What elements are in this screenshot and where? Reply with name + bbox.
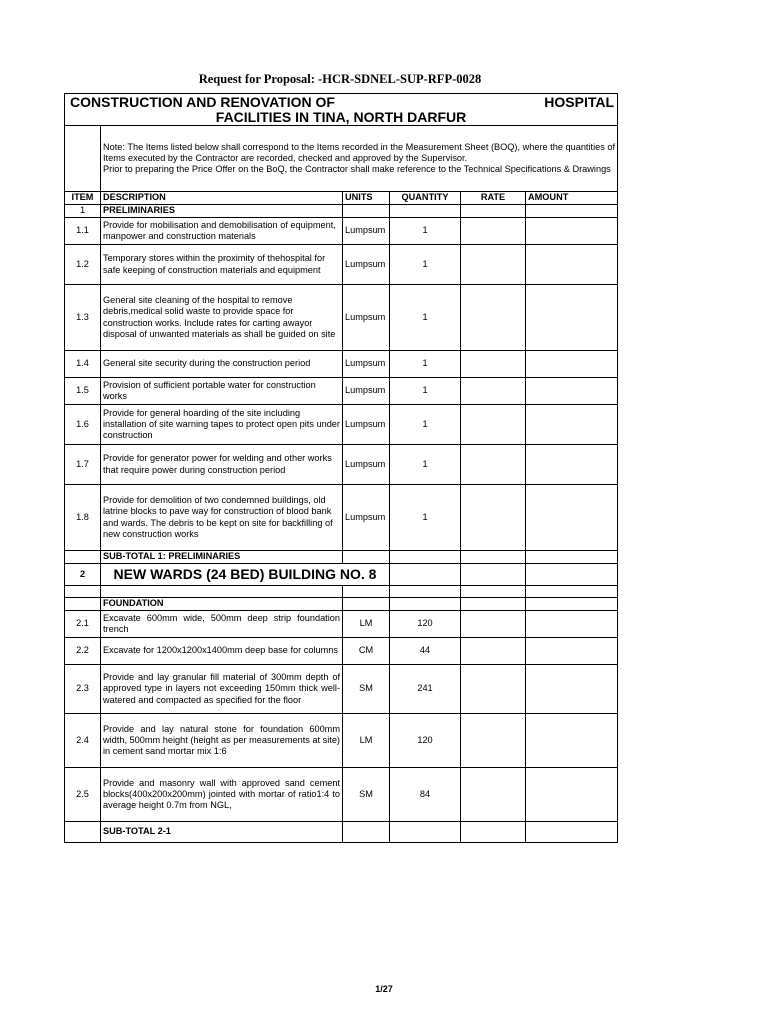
item-units: SM bbox=[343, 665, 390, 714]
subheading-row bbox=[65, 598, 618, 611]
item-units: Lumpsum bbox=[343, 245, 390, 285]
item-description: Provide for general hoarding of the site including installation of site warning tapes to protect open pits under construction bbox=[101, 405, 343, 445]
item-quantity: 120 bbox=[390, 611, 461, 638]
bill-of-quantities-table bbox=[64, 93, 618, 843]
item-number: 1.3 bbox=[65, 285, 101, 351]
item-rate bbox=[461, 485, 526, 551]
section-header-row bbox=[65, 564, 618, 586]
item-rate bbox=[461, 638, 526, 665]
item-number: 1.6 bbox=[65, 405, 101, 445]
item-amount bbox=[526, 378, 618, 405]
item-number: 1.7 bbox=[65, 445, 101, 485]
item-rate bbox=[461, 245, 526, 285]
item-units: LM bbox=[343, 611, 390, 638]
table-row bbox=[65, 768, 618, 822]
col-header-description: DESCRIPTION bbox=[101, 192, 343, 205]
item-number: 1.4 bbox=[65, 351, 101, 378]
item-description: Provide for generator power for welding and other works that require power during construction period bbox=[101, 445, 343, 485]
item-units: Lumpsum bbox=[343, 218, 390, 245]
item-amount bbox=[526, 485, 618, 551]
item-units: Lumpsum bbox=[343, 378, 390, 405]
item-quantity: 1 bbox=[390, 245, 461, 285]
item-quantity: 241 bbox=[390, 665, 461, 714]
item-rate bbox=[461, 768, 526, 822]
item-description: General site cleaning of the hospital to remove debris,medical solid waste to provide space for construction works. Include rates for carting awayor disposal of unwanted materials as shall be guided on site bbox=[101, 285, 343, 351]
subtotal-row bbox=[65, 822, 618, 843]
item-description: Provide and masonry wall with approved sand cement blocks(400x200x200mm) jointed with mortar of ratio1:4 to average height 0.7m from NGL, bbox=[101, 768, 343, 822]
item-amount bbox=[526, 665, 618, 714]
blank-row bbox=[65, 586, 618, 598]
item-units: LM bbox=[343, 714, 390, 768]
item-units: Lumpsum bbox=[343, 285, 390, 351]
item-amount bbox=[526, 714, 618, 768]
subtotal-label: SUB-TOTAL 2-1 bbox=[101, 822, 343, 843]
item-amount bbox=[526, 245, 618, 285]
item-description: Excavate for 1200x1200x1400mm deep base for columns bbox=[101, 638, 343, 665]
table-row bbox=[65, 445, 618, 485]
note-cell bbox=[101, 126, 618, 192]
item-number: 2.2 bbox=[65, 638, 101, 665]
item-quantity: 1 bbox=[390, 405, 461, 445]
item-amount bbox=[526, 218, 618, 245]
table-row bbox=[65, 665, 618, 714]
item-description: Provide and lay natural stone for foundation 600mm width, 500mm height (height as per measurements at site) in cement sand mortar mix 1:6 bbox=[101, 714, 343, 768]
section-number: 2 bbox=[65, 564, 101, 586]
item-number: 2.5 bbox=[65, 768, 101, 822]
note-spacer-cell bbox=[65, 126, 101, 192]
item-quantity: 120 bbox=[390, 714, 461, 768]
column-header-row bbox=[65, 192, 618, 205]
item-quantity: 1 bbox=[390, 351, 461, 378]
table-row bbox=[65, 714, 618, 768]
rfp-title: Request for Proposal: -HCR-SDNEL-SUP-RFP-0028 bbox=[198, 72, 482, 86]
note-line1: Note: The Items listed below shall correspond to the Items recorded in the Measurement Sheet (BOQ), where the quantities of Items executed by the Contractor are recorded, checked and approved by the Supervisor. bbox=[103, 141, 616, 163]
table-row bbox=[65, 218, 618, 245]
subtotal-row bbox=[65, 551, 618, 564]
item-description: Excavate 600mm wide, 500mm deep strip foundation trench bbox=[101, 611, 343, 638]
table-row bbox=[65, 638, 618, 665]
item-number: 2.1 bbox=[65, 611, 101, 638]
item-amount bbox=[526, 285, 618, 351]
item-amount bbox=[526, 638, 618, 665]
item-rate bbox=[461, 445, 526, 485]
item-rate bbox=[461, 285, 526, 351]
item-quantity: 1 bbox=[390, 445, 461, 485]
item-description: Provide for mobilisation and demobilisation of equipment, manpower and construction materials bbox=[101, 218, 343, 245]
section-title: PRELIMINARIES bbox=[101, 205, 343, 218]
item-number: 1.5 bbox=[65, 378, 101, 405]
item-rate bbox=[461, 714, 526, 768]
item-units: Lumpsum bbox=[343, 405, 390, 445]
col-header-item: ITEM bbox=[65, 192, 101, 205]
section-header-row bbox=[65, 205, 618, 218]
item-number: 2.4 bbox=[65, 714, 101, 768]
item-amount bbox=[526, 351, 618, 378]
item-units: Lumpsum bbox=[343, 485, 390, 551]
item-units: CM bbox=[343, 638, 390, 665]
col-header-quantity: QUANTITY bbox=[390, 192, 461, 205]
item-units: SM bbox=[343, 768, 390, 822]
item-number: 1.1 bbox=[65, 218, 101, 245]
item-number: 2.3 bbox=[65, 665, 101, 714]
item-rate bbox=[461, 351, 526, 378]
table-row bbox=[65, 351, 618, 378]
item-quantity: 84 bbox=[390, 768, 461, 822]
col-header-amount: AMOUNT bbox=[526, 192, 618, 205]
foundation-subheading: FOUNDATION bbox=[101, 598, 343, 611]
item-amount bbox=[526, 405, 618, 445]
item-description: General site security during the construction period bbox=[101, 351, 343, 378]
heading-line2: FACILITIES IN TINA, NORTH DARFUR bbox=[215, 109, 467, 125]
item-rate bbox=[461, 611, 526, 638]
document-heading bbox=[65, 94, 618, 126]
item-quantity: 44 bbox=[390, 638, 461, 665]
item-amount bbox=[526, 611, 618, 638]
table-row bbox=[65, 405, 618, 445]
table-row bbox=[65, 378, 618, 405]
item-quantity: 1 bbox=[390, 485, 461, 551]
item-units: Lumpsum bbox=[343, 351, 390, 378]
page-number: 1/27 bbox=[375, 984, 393, 994]
item-rate bbox=[461, 378, 526, 405]
table-row bbox=[65, 285, 618, 351]
item-number: 1.2 bbox=[65, 245, 101, 285]
note-line2: Prior to preparing the Price Offer on the BoQ, the Contractor shall make reference to the Technical Specifications & Drawings bbox=[103, 164, 611, 175]
item-description: Temporary stores within the proximity of thehospital for safe keeping of construction materials and equipment bbox=[101, 245, 343, 285]
subtotal-label: SUB-TOTAL 1: PRELIMINARIES bbox=[101, 551, 343, 564]
item-rate bbox=[461, 218, 526, 245]
heading-line1-right: HOSPITAL bbox=[544, 94, 615, 110]
table-row bbox=[65, 485, 618, 551]
item-amount bbox=[526, 768, 618, 822]
col-header-rate: RATE bbox=[461, 192, 526, 205]
item-rate bbox=[461, 405, 526, 445]
col-header-units: UNITS bbox=[343, 192, 390, 205]
table-row bbox=[65, 245, 618, 285]
item-amount bbox=[526, 445, 618, 485]
item-quantity: 1 bbox=[390, 285, 461, 351]
item-description: Provision of sufficient portable water for construction works bbox=[101, 378, 343, 405]
table-row bbox=[65, 611, 618, 638]
section-number: 1 bbox=[65, 205, 101, 218]
item-quantity: 1 bbox=[390, 378, 461, 405]
item-quantity: 1 bbox=[390, 218, 461, 245]
item-units: Lumpsum bbox=[343, 445, 390, 485]
item-rate bbox=[461, 665, 526, 714]
item-number: 1.8 bbox=[65, 485, 101, 551]
item-description: Provide for demolition of two condemned buildings, old latrine blocks to pave way for construction of blood bank and wards. The debris to be kept on site for backfilling of new construction works bbox=[101, 485, 343, 551]
section-title: NEW WARDS (24 BED) BUILDING NO. 8 bbox=[101, 564, 390, 586]
heading-line1-left: CONSTRUCTION AND RENOVATION OF bbox=[70, 94, 335, 110]
item-description: Provide and lay granular fill material of 300mm depth of approved type in layers not exceeding 150mm thick well-watered and compacted as specified for the floor bbox=[101, 665, 343, 714]
